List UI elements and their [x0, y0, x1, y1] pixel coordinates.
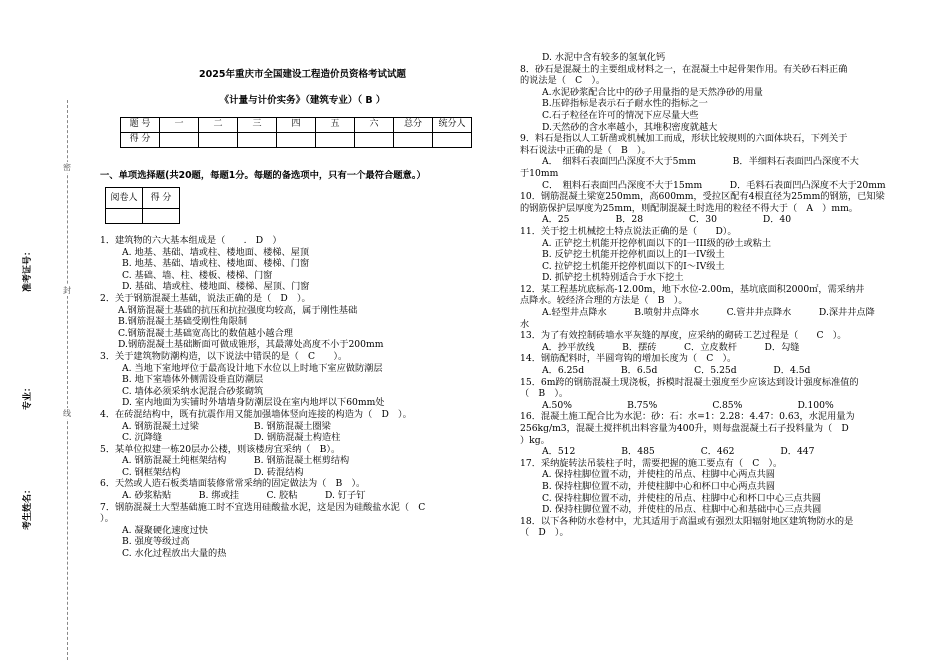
score-cell[interactable] — [238, 133, 277, 148]
answer-option: A.50% B.75% C.85% D.100% — [542, 399, 834, 411]
question-continuation: （ B ）。 — [520, 388, 569, 400]
score-header-cell: 四 — [277, 118, 316, 133]
question-text: 13．为了有效控制砖墙水平灰缝的厚度，应采纳的砌砖工艺过程是（ C ）。 — [520, 330, 847, 342]
answer-option: D. 抓铲挖土机特别适合于水下挖土 — [542, 272, 684, 284]
answer-option: A. 砂浆粘贴 B. 绑或挂 C. 胶粘 D. 钉子钉 — [122, 490, 366, 502]
seal-mark-mi: 密 — [63, 163, 71, 172]
binding-margin — [0, 0, 95, 672]
score-cell[interactable] — [199, 133, 238, 148]
exam-subtitle: 《计量与计价实务》（建筑专业）（ B ） — [219, 95, 386, 106]
question-text: 9．料石是指以人工斩凿或机械加工而成，形状比较规则的六面体块石，下列关于 — [520, 133, 848, 145]
major-label: 专业： — [23, 382, 33, 410]
seal-mark-xian: 线 — [63, 409, 71, 418]
answer-option: C.钢筋混凝土基础宽高比的数值越小越合理 — [118, 327, 293, 339]
answer-option: D. 水泥中含有较多的氢氧化钙 — [542, 52, 666, 63]
answer-option: A. 凝聚硬化速度过快 — [122, 524, 208, 536]
question-continuation: 料石说法中正确的是（ B ）。 — [520, 144, 651, 156]
answer-option: B. 保持柱脚位置不动，并使柱脚中心和杯口中心两点共圆 — [542, 480, 776, 492]
answer-option: D.天然砂的含水率越小，其堆积密度就越大 — [542, 121, 718, 133]
question-continuation: 的钢筋保护层厚度为25mm，则配制混凝土时选用的粒径不得大于（ A ）mm。 — [520, 202, 858, 214]
answer-option: C.石子粒径在许可的情况下应尽量大些 — [542, 109, 699, 121]
answer-option: B.钢筋混凝土基础受刚性角限制 — [118, 316, 248, 328]
answer-option: D.钢筋混凝土基础断面可做成锥形，其最薄处高度不小于200mm — [118, 339, 384, 351]
question-text: 14．钢筋配料时，半圆弯钩的增加长度为（ C ）。 — [520, 353, 737, 365]
answer-option: C. 保持柱脚位置不动，并使柱的吊点、柱脚中心和杯口中心三点共圆 — [542, 492, 821, 504]
score-cell[interactable] — [394, 133, 433, 148]
answer-option: C. 沉降缝 D. 钢筋混凝土构造柱 — [122, 432, 341, 444]
answer-option: C. 拉铲挖土机能开挖停机面以下的I～IV级土 — [542, 260, 725, 272]
score-header-cell: 三 — [238, 118, 277, 133]
answer-option: A.水泥砂浆配合比中的砂子用量指的是天然净砂的用量 — [542, 86, 763, 98]
question-continuation: 256kg/m3，混凝土搅拌机出料容量为400升，则每盘混凝土石子投料量为（ D — [520, 423, 849, 434]
score-header-cell: 总分 — [394, 118, 433, 133]
answer-option: A. 钢筋混凝土过梁 B. 钢筋混凝土圈梁 — [122, 420, 331, 432]
answer-option: D. 室内地面为实铺时外墙墙身防潮层设在室内地坪以下60mm处 — [122, 397, 385, 409]
score-cell[interactable] — [160, 133, 199, 148]
answer-option: A． 细料石表面凹凸深度不大于5mm B．半细料石表面凹凸深度不大 — [542, 156, 859, 168]
answer-option: B. 地基、基础、墙或柱、楼地面、楼梯、门窗 — [122, 258, 310, 270]
reviewer-table — [105, 187, 180, 224]
question-text: 1．建筑物的六大基本组成是（ . D ） — [100, 235, 282, 246]
answer-option: A. 正铲挖土机能开挖停机面以下的I一III级的砂土或粘土 — [542, 237, 772, 249]
question-text: 12．某工程基坑底标高-12.00m，地下水位-2.00m，基坑底面积2000㎡，需采纳井 — [520, 283, 865, 295]
answer-option: A.钢筋混凝土基础的抗压和抗拉强度均较高，属于刚性基础 — [118, 304, 358, 316]
candidate-name-label: 考生姓名： — [23, 484, 33, 530]
score-row-label: 得 分 — [121, 133, 160, 148]
question-list-left — [100, 235, 505, 560]
score-cell[interactable] — [355, 133, 394, 148]
answer-option: A. 地基、基础、墙或柱、楼地面、楼梯、屋顶 — [122, 246, 310, 258]
answer-option: C. 基础、墙、柱、楼板、楼梯、门窗 — [122, 269, 273, 281]
question-list-right — [520, 52, 945, 539]
answer-option: B. 反铲挖土机能开挖停机面以上的I一IV级土 — [542, 249, 725, 261]
reviewer-label: 阅卷人 — [106, 188, 143, 209]
score-header-cell: 题 号 — [121, 118, 160, 133]
answer-option: C. 水化过程放出大量的热 — [122, 548, 227, 560]
exam-title: 2025年重庆市全国建设工程造价员资格考试试题 — [199, 69, 406, 80]
question-text: 6．天然或人造石板类墙面装修常常采纳的固定做法为（ B ）。 — [100, 478, 366, 490]
question-text: 4．在砖混结构中，既有抗震作用又能加强墙体竖向连接的构造为（ D ）。 — [100, 408, 412, 420]
question-text: 2．关于钢筋混凝土基础，说法正确的是（ D ）。 — [100, 292, 311, 304]
answer-option: A．6.25d B．6.5d C．5.25d D．4.5d — [542, 365, 811, 377]
question-text: 5．某单位拟建一栋20层办公楼，则该楼房宜采纳（ B）。 — [100, 443, 341, 455]
question-text: 10．钢筋混凝土梁宽250mm，高600mm，受拉区配有4根直径为25mm的钢筋，已知梁 — [520, 191, 885, 203]
question-text: 3．关于建筑物防潮构造，以下说法中错误的是（ C ）。 — [100, 350, 348, 362]
answer-option: A．512 B．485 C．462 D．447 — [542, 446, 815, 458]
question-continuation: 的说法是（ C ）。 — [520, 75, 606, 87]
question-continuation: ）。 — [100, 513, 114, 525]
score-value-row — [121, 133, 472, 148]
question-text: 7．钢筋混凝土大型基础施工时不宜选用硅酸盐水泥，这是因为硅酸盐水泥（ C — [100, 501, 426, 513]
answer-option: A. 保持柱脚位置不动，并使柱的吊点、柱脚中心两点共圆 — [542, 469, 775, 481]
score-header-cell: 一 — [160, 118, 199, 133]
question-continuation: 水 — [520, 318, 530, 330]
score-cell[interactable] — [316, 133, 355, 148]
question-text: 15．6m跨的钢筋混凝土现浇板，拆模时混凝土强度至少应该达到设计强度标准值的 — [520, 376, 859, 388]
answer-option: C. 钢框架结构 D. 砖混结构 — [122, 466, 304, 478]
reviewer-score-cell[interactable] — [143, 209, 180, 224]
answer-option: D. 保持柱脚位置不动，并使柱的吊点、柱脚中心和基础中心三点共圆 — [542, 504, 822, 516]
seal-line — [67, 100, 68, 660]
score-cell[interactable] — [433, 133, 472, 148]
question-continuation: 点降水。较经济合理的方法是（ B ）。 — [520, 295, 688, 307]
answer-option: A．抄平放线 B．摆砖 C．立皮数杆 D．勾缝 — [542, 341, 800, 353]
reviewer-score-label: 得 分 — [143, 188, 180, 209]
reviewer-cell[interactable] — [106, 209, 143, 224]
answer-option: A．25 B．28 C．30 D．40 — [542, 214, 792, 226]
question-text: 16．混凝土施工配合比为水泥：砂：石：水=1：2.28：4.47：0.63，水泥用量为 — [520, 411, 855, 423]
score-header-cell: 统分人 — [433, 118, 472, 133]
question-continuation: ）kg。 — [520, 434, 550, 446]
score-table — [120, 117, 472, 148]
answer-option: A. 当地下室地坪位于最高设计地下水位以上时地下室应做防潮层 — [122, 362, 383, 374]
answer-option: C． 粗料石表面凹凸深度不大于15mm D．毛料石表面凹凸深度不大于20mm — [542, 179, 886, 191]
score-header-cell: 二 — [199, 118, 238, 133]
question-text: 8．砂石是混凝土的主要组成材料之一，在混凝土中起骨架作用。有关砂石料正确 — [520, 63, 848, 75]
score-cell[interactable] — [277, 133, 316, 148]
question-continuation: 于10mm — [520, 167, 559, 179]
candidate-id-label: 准考证号： — [23, 246, 33, 292]
answer-option: B.压碎指标是表示石子耐水性的指标之一 — [542, 98, 708, 110]
question-text: 11．关于挖土机械挖土特点说法正确的是（ D）。 — [520, 225, 737, 237]
score-header-cell: 六 — [355, 118, 394, 133]
question-continuation: （ D ）。 — [520, 527, 569, 539]
answer-option: D. 基础、墙或柱、楼地面、楼梯、屋顶、门窗 — [122, 281, 310, 293]
answer-option: A.轻型井点降水 B.喷射井点降水 C.管井井点降水 D.深井井点降 — [542, 307, 875, 319]
answer-option: A. 钢筋混凝土纯框架结构 B. 钢筋混凝土框剪结构 — [122, 455, 350, 467]
answer-option: C. 墙体必须采纳水泥混合砂浆砌筑 — [122, 385, 264, 397]
score-header-row — [121, 118, 472, 133]
answer-option: B. 强度等级过高 — [122, 536, 190, 548]
seal-mark-feng: 封 — [63, 286, 71, 295]
answer-option: B. 地下室墙体外侧需设垂直防潮层 — [122, 374, 264, 386]
question-text: 17．采纳旋转法吊装柱子时，需要把握的施工要点有（ C ）。 — [520, 457, 783, 469]
score-header-cell: 五 — [316, 118, 355, 133]
section-heading: 一、单项选择题(共20题，每题1分。每题的备选项中，只有一个最符合题意。） — [100, 170, 426, 181]
question-text: 18．以下各种防水卷材中，尤其适用于高温或有强烈太阳辐射地区建筑物防水的是 — [520, 515, 854, 527]
